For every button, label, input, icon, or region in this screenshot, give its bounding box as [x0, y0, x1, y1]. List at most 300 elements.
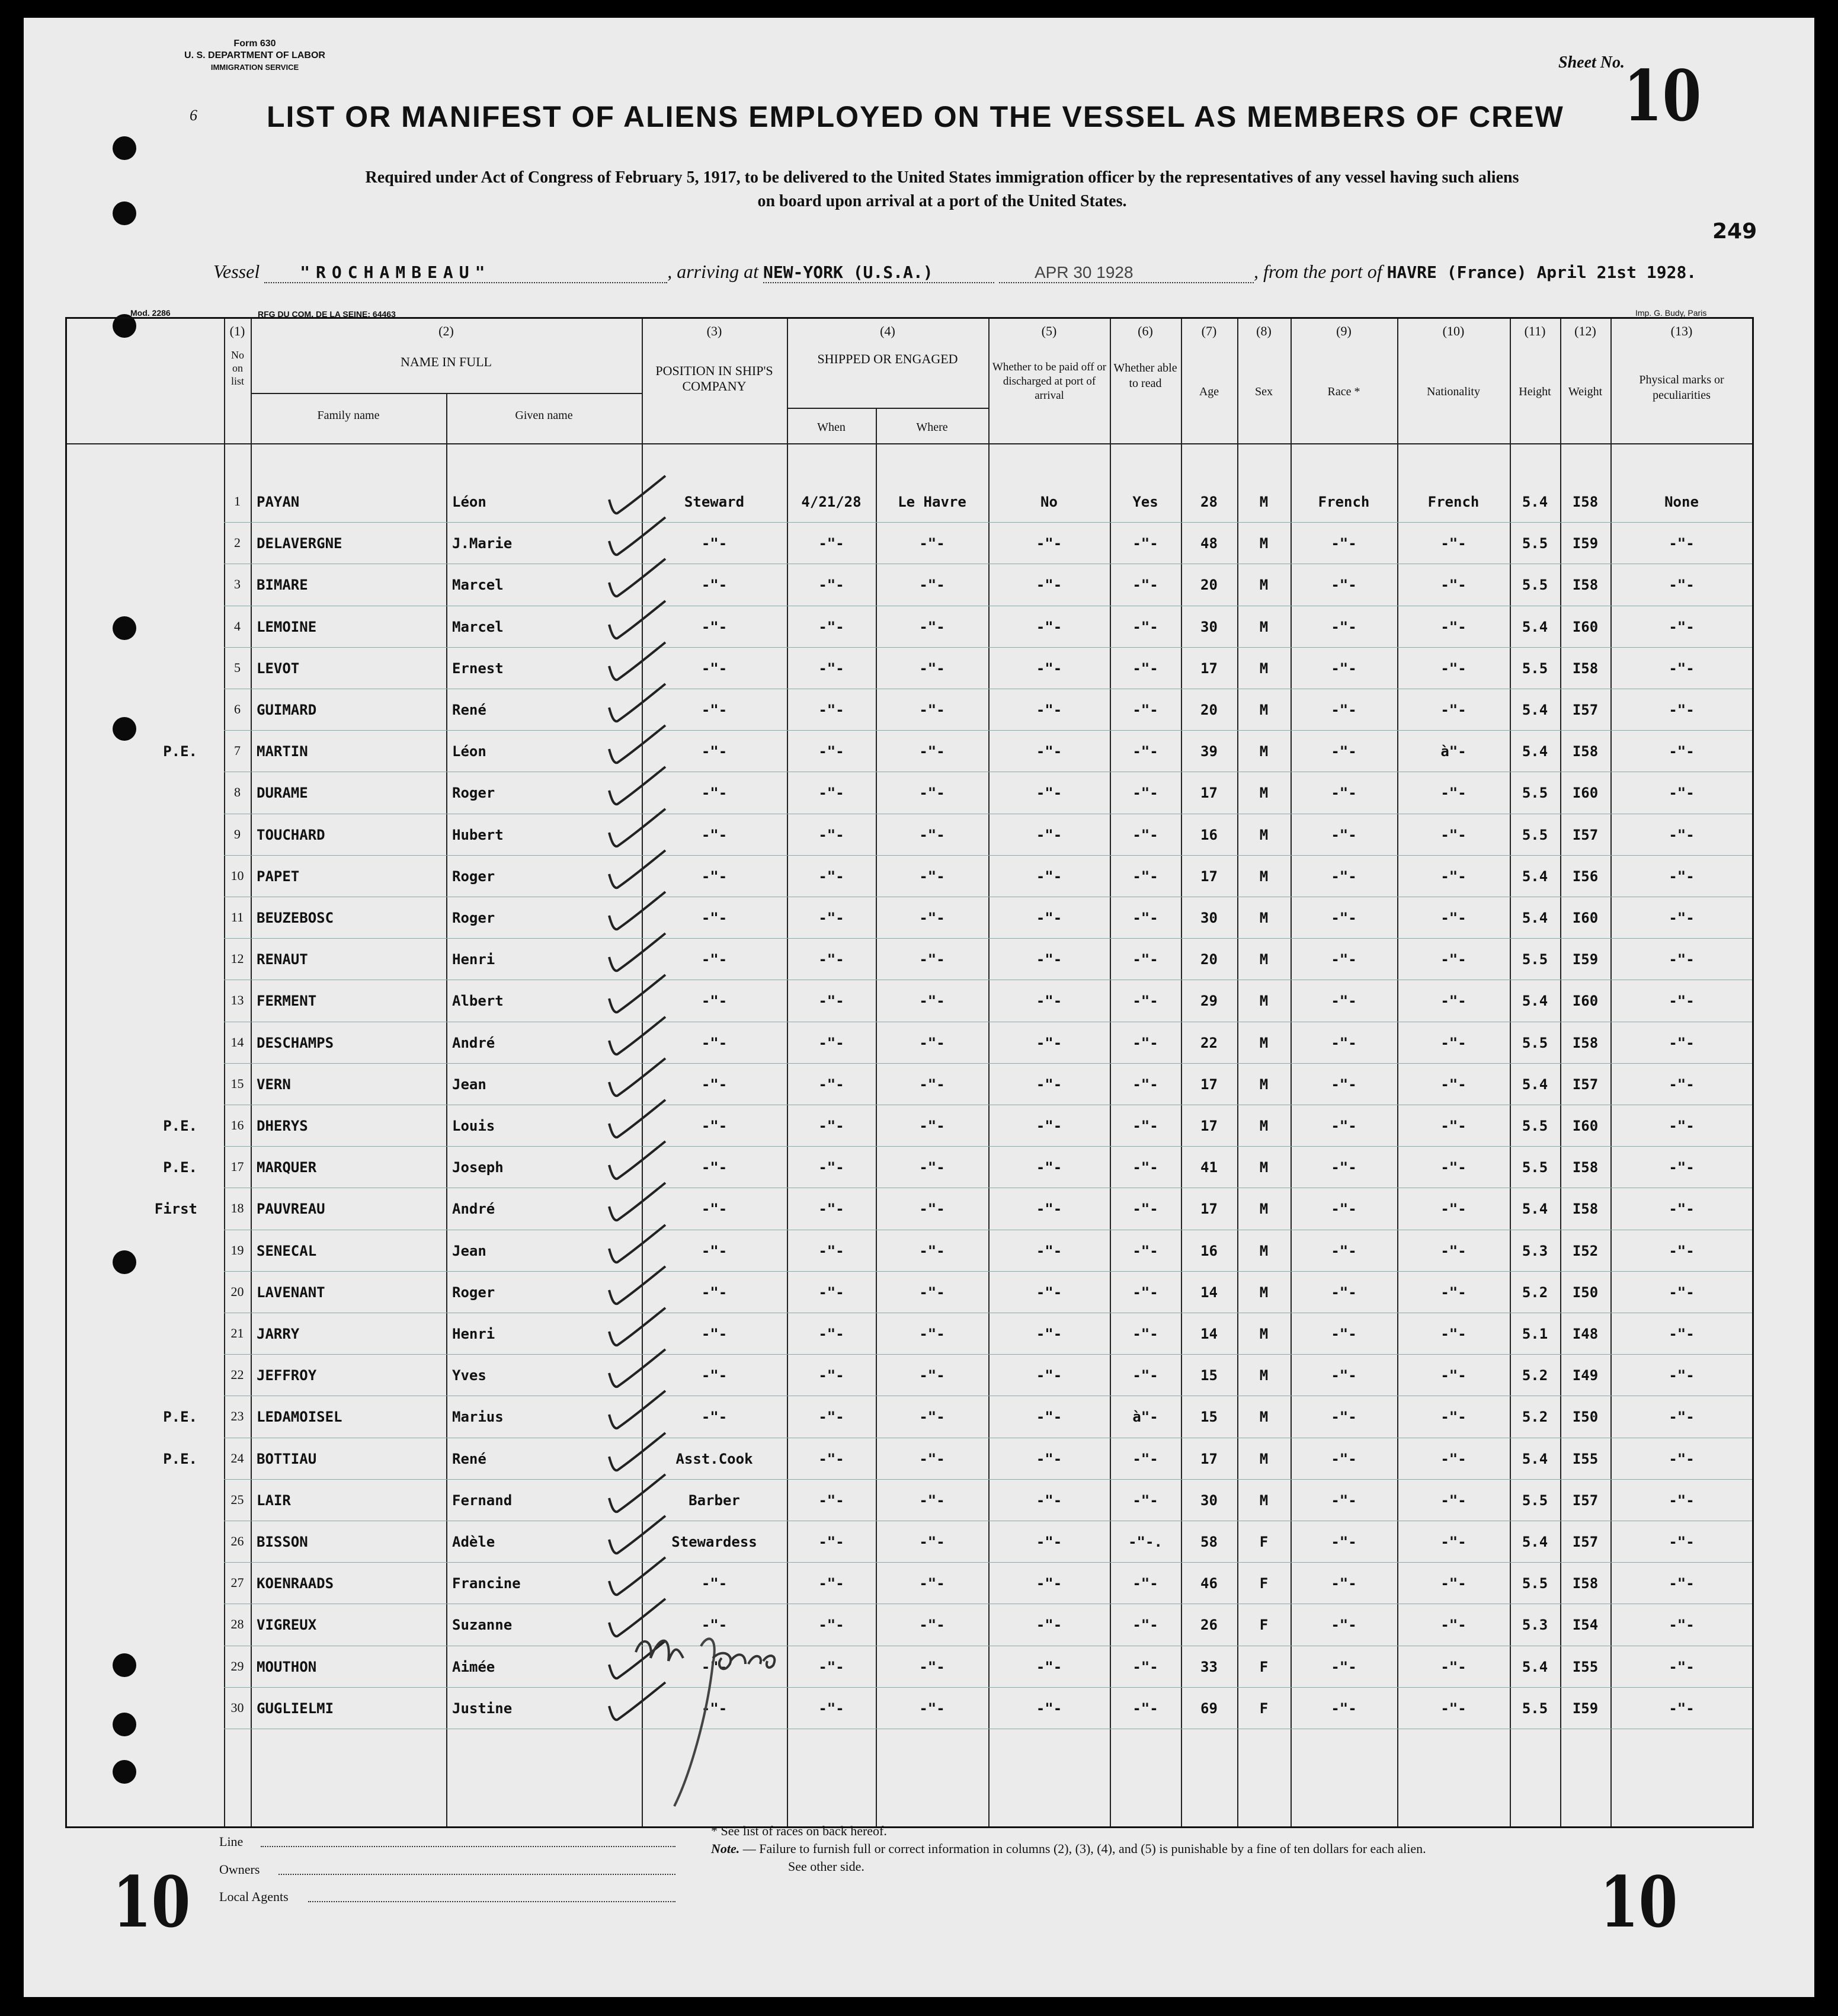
col-5-number: (5) — [1041, 324, 1057, 338]
paid-off-cell: -"- — [1036, 1284, 1062, 1301]
marks-cell: -"- — [1669, 1700, 1695, 1717]
given-cell: Jean — [452, 1242, 486, 1259]
race-cell: -"- — [1331, 618, 1357, 635]
nationality-cell: -"- — [1440, 1367, 1466, 1384]
nationality-cell: -"- — [1440, 1575, 1466, 1592]
sex-cell: M — [1259, 1450, 1269, 1467]
where-cell: -"- — [919, 1700, 945, 1717]
given-cell: Aimée — [452, 1658, 495, 1675]
family-cell: RENAUT — [257, 951, 308, 968]
read-cell: -"- — [1132, 826, 1158, 843]
where-cell: -"- — [919, 577, 945, 594]
read-cell: -"- — [1132, 993, 1158, 1010]
col-11-number: (11) — [1524, 324, 1546, 338]
nationality-cell: -"- — [1440, 1617, 1466, 1634]
marks-cell: -"- — [1669, 1367, 1695, 1384]
nationality-cell: -"- — [1440, 1284, 1466, 1301]
age-cell: 14 — [1200, 1326, 1218, 1342]
when-cell: -"- — [818, 1658, 844, 1675]
read-cell: -"- — [1132, 660, 1158, 677]
no-cell: 4 — [234, 618, 241, 633]
race-cell: -"- — [1331, 1450, 1357, 1467]
sex-cell: M — [1259, 1201, 1269, 1218]
col-12-header: Weight — [1568, 385, 1603, 398]
paid-off-cell: -"- — [1036, 951, 1062, 968]
race-cell: -"- — [1331, 993, 1357, 1010]
nationality-cell: -"- — [1440, 535, 1466, 552]
race-cell: -"- — [1331, 1118, 1357, 1134]
sex-cell: M — [1259, 660, 1269, 677]
age-cell: 26 — [1200, 1617, 1218, 1634]
sex-cell: M — [1259, 1076, 1269, 1093]
given-cell: Francine — [452, 1575, 521, 1592]
race-cell: -"- — [1331, 1034, 1357, 1051]
read-cell: -"- — [1132, 951, 1158, 968]
given-cell: Jean — [452, 1076, 486, 1093]
height-cell: 5.4 — [1522, 1658, 1548, 1675]
sheet-number-label: Sheet No. — [1558, 53, 1625, 72]
height-cell: 5.3 — [1522, 1617, 1548, 1634]
sex-cell: M — [1259, 868, 1269, 885]
footer-agents-field — [308, 1901, 675, 1902]
position-cell: -"- — [701, 1658, 728, 1675]
no-cell: 18 — [230, 1201, 244, 1216]
marks-cell: -"- — [1669, 1575, 1695, 1592]
paid-off-cell: -"- — [1036, 1450, 1062, 1467]
marks-cell: -"- — [1669, 868, 1695, 885]
col-1-number: (1) — [229, 324, 245, 338]
marks-cell: -"- — [1669, 1242, 1695, 1259]
race-cell: -"- — [1331, 1201, 1357, 1218]
height-cell: 5.5 — [1522, 826, 1548, 843]
marks-cell: -"- — [1669, 1284, 1695, 1301]
col-6-number: (6) — [1138, 324, 1153, 338]
position-cell: -"- — [701, 743, 728, 760]
given-cell: Justine — [452, 1700, 513, 1717]
nationality-cell: -"- — [1440, 1034, 1466, 1051]
age-cell: 15 — [1200, 1367, 1218, 1384]
age-cell: 17 — [1200, 868, 1218, 885]
sex-cell: M — [1259, 618, 1269, 635]
sheet-number: 10 — [1624, 55, 1702, 137]
weight-cell: I57 — [1572, 1076, 1599, 1093]
no-cell: 23 — [230, 1409, 244, 1424]
height-cell: 5.5 — [1522, 785, 1548, 802]
sex-cell: M — [1259, 993, 1269, 1010]
col-13-number: (13) — [1670, 324, 1693, 338]
no-cell: 9 — [234, 826, 241, 841]
paid-off-cell: -"- — [1036, 1034, 1062, 1051]
no-cell: 27 — [230, 1575, 244, 1591]
race-cell: -"- — [1331, 577, 1357, 594]
height-cell: 5.2 — [1522, 1367, 1548, 1384]
remark-cell: First — [154, 1201, 197, 1218]
row-rule — [224, 522, 1752, 523]
paid-off-cell: -"- — [1036, 1700, 1062, 1717]
race-cell: French — [1318, 494, 1370, 510]
no-cell: 20 — [230, 1284, 244, 1299]
marks-cell: -"- — [1669, 660, 1695, 677]
sex-cell: M — [1259, 577, 1269, 594]
department: U. S. DEPARTMENT OF LABOR — [184, 50, 325, 60]
weight-cell: I60 — [1572, 1118, 1599, 1134]
paid-off-cell: -"- — [1036, 1201, 1062, 1218]
form-number: Form 630 — [233, 39, 276, 49]
no-cell: 22 — [230, 1367, 244, 1383]
sex-cell: F — [1259, 1575, 1269, 1592]
note-text: — Failure to furnish full or correct information in columns (2), (3), (4), and (5) is punishable by a fine of ten dollars for each alien. — [742, 1841, 1426, 1856]
when-cell: -"- — [818, 910, 844, 926]
footer-agents-label: Local Agents — [219, 1889, 289, 1904]
when-cell: -"- — [818, 1409, 844, 1426]
where-cell: -"- — [919, 1326, 945, 1342]
weight-cell: I57 — [1572, 702, 1599, 718]
paid-off-cell: -"- — [1036, 660, 1062, 677]
where-cell: -"- — [919, 1658, 945, 1675]
given-cell: Ernest — [452, 660, 504, 677]
marks-cell: None — [1664, 494, 1699, 510]
where-cell: -"- — [919, 910, 945, 926]
marks-cell: -"- — [1669, 618, 1695, 635]
race-cell: -"- — [1331, 1700, 1357, 1717]
sex-cell: F — [1259, 1700, 1269, 1717]
sex-cell: M — [1259, 1159, 1269, 1176]
remark-cell: P.E. — [163, 1118, 197, 1134]
nationality-cell: -"- — [1440, 660, 1466, 677]
race-cell: -"- — [1331, 1575, 1357, 1592]
sex-cell: M — [1259, 1367, 1269, 1384]
family-cell: DHERYS — [257, 1118, 308, 1134]
position-cell: -"- — [701, 1617, 728, 1634]
family-cell: DESCHAMPS — [257, 1034, 334, 1051]
paid-off-cell: -"- — [1036, 1242, 1062, 1259]
race-cell: -"- — [1331, 1076, 1357, 1093]
read-cell: -"- — [1132, 702, 1158, 718]
weight-cell: I49 — [1572, 1367, 1599, 1384]
race-cell: -"- — [1331, 1159, 1357, 1176]
row-rule — [224, 855, 1752, 856]
position-cell: Barber — [689, 1492, 740, 1509]
age-cell: 17 — [1200, 1076, 1218, 1093]
register-number: RFG DU COM. DE LA SEINE: 64463 — [258, 309, 396, 319]
age-cell: 48 — [1200, 535, 1218, 552]
height-cell: 5.4 — [1522, 1201, 1548, 1218]
from-port: HAVRE (France) April 21st 1928. — [1386, 263, 1697, 282]
age-cell: 20 — [1200, 951, 1218, 968]
sex-cell: M — [1259, 702, 1269, 718]
vessel-label: Vessel — [213, 261, 260, 282]
height-cell: 5.5 — [1522, 1118, 1548, 1134]
given-cell: André — [452, 1034, 495, 1051]
read-cell: -"- — [1132, 1159, 1158, 1176]
when-cell: -"- — [818, 743, 844, 760]
no-cell: 24 — [230, 1450, 244, 1465]
family-cell: DURAME — [257, 785, 308, 802]
height-cell: 5.4 — [1522, 702, 1548, 718]
sex-cell: M — [1259, 1326, 1269, 1342]
when-cell: -"- — [818, 1367, 844, 1384]
when-cell: -"- — [818, 1492, 844, 1509]
position-cell: -"- — [701, 1367, 728, 1384]
paid-off-cell: -"- — [1036, 1617, 1062, 1634]
family-cell: LEMOINE — [257, 618, 317, 635]
corner-mark: 6 — [190, 107, 197, 124]
nationality-cell: -"- — [1440, 702, 1466, 718]
sex-cell: F — [1259, 1658, 1269, 1675]
race-cell: -"- — [1331, 743, 1357, 760]
marks-cell: -"- — [1669, 1118, 1695, 1134]
page-title: LIST OR MANIFEST OF ALIENS EMPLOYED ON THE VESSEL AS MEMBERS OF CREW — [267, 100, 1564, 133]
given-cell: Léon — [452, 743, 486, 760]
family-cell: LAVENANT — [257, 1284, 325, 1301]
when-cell: -"- — [818, 1076, 844, 1093]
form-block — [160, 38, 350, 73]
sex-cell: M — [1259, 1284, 1269, 1301]
when-cell: -"- — [818, 951, 844, 968]
where-cell: -"- — [919, 993, 945, 1010]
paid-off-cell: -"- — [1036, 1409, 1062, 1426]
given-cell: Marcel — [452, 618, 504, 635]
weight-cell: I60 — [1572, 618, 1599, 635]
nationality-cell: -"- — [1440, 618, 1466, 635]
family-cell: FERMENT — [257, 993, 317, 1010]
no-cell: 11 — [230, 910, 244, 924]
family-cell: PAPET — [257, 868, 300, 885]
service: IMMIGRATION SERVICE — [210, 63, 299, 72]
page-number: 249 — [1712, 219, 1757, 244]
family-cell: MARQUER — [257, 1159, 317, 1176]
row-rule — [224, 647, 1752, 648]
no-cell: 19 — [230, 1242, 244, 1257]
sex-cell: M — [1259, 1034, 1269, 1051]
when-cell: 4/21/28 — [801, 494, 862, 510]
when-cell: -"- — [818, 826, 844, 843]
subtitle-line-1: Required under Act of Congress of February 5, 1917, to be delivered to the United States immigration officer by the representatives of any vessel having such aliens — [365, 168, 1519, 187]
given-cell: Roger — [452, 785, 495, 802]
age-cell: 17 — [1200, 1201, 1218, 1218]
read-cell: -"- — [1132, 1700, 1158, 1717]
binder-hole — [113, 136, 136, 160]
marks-cell: -"- — [1669, 1034, 1695, 1051]
marks-cell: -"- — [1669, 1409, 1695, 1426]
col-8-number: (8) — [1256, 324, 1272, 338]
weight-cell: I55 — [1572, 1450, 1599, 1467]
arriving-label: , arriving at — [667, 261, 758, 282]
height-cell: 5.3 — [1522, 1242, 1548, 1259]
where-cell: -"- — [919, 1367, 945, 1384]
height-cell: 5.5 — [1522, 535, 1548, 552]
sex-cell: M — [1259, 743, 1269, 760]
no-cell: 6 — [234, 702, 241, 716]
nationality-cell: à"- — [1440, 743, 1466, 760]
position-cell: -"- — [701, 702, 728, 718]
where-cell: -"- — [919, 1284, 945, 1301]
date-stamp: APR 30 1928 — [999, 263, 1254, 283]
col-4-header: SHIPPED OR ENGAGED — [817, 351, 958, 366]
given-cell: Marius — [452, 1409, 504, 1426]
nationality-cell: -"- — [1440, 910, 1466, 926]
height-cell: 5.4 — [1522, 618, 1548, 635]
given-cell: Hubert — [452, 826, 504, 843]
weight-cell: I59 — [1572, 1700, 1599, 1717]
row-rule — [224, 1271, 1752, 1272]
subtitle-line-2: on board upon arrival at a port of the United States. — [757, 192, 1127, 210]
where-cell: -"- — [919, 743, 945, 760]
marks-cell: -"- — [1669, 1201, 1695, 1218]
paid-off-cell: -"- — [1036, 1118, 1062, 1134]
where-cell: -"- — [919, 1492, 945, 1509]
given-cell: Roger — [452, 910, 495, 926]
no-cell: 15 — [230, 1076, 244, 1091]
family-cell: VIGREUX — [257, 1617, 317, 1634]
age-cell: 16 — [1200, 826, 1218, 843]
given-cell: Henri — [452, 1326, 495, 1342]
nationality-cell: -"- — [1440, 1201, 1466, 1218]
sheet-number-right: 10 — [1600, 1861, 1678, 1943]
family-cell: BOTTIAU — [257, 1450, 317, 1467]
col-13-header: Physical marks or peculiarities — [1639, 373, 1724, 402]
marks-cell: -"- — [1669, 535, 1695, 552]
sex-cell: M — [1259, 494, 1269, 510]
paid-off-cell: -"- — [1036, 1658, 1062, 1675]
family-cell: LAIR — [257, 1492, 291, 1509]
sex-cell: M — [1259, 535, 1269, 552]
mod-number: Mod. 2286 — [130, 308, 171, 318]
position-cell: -"- — [701, 868, 728, 885]
where-cell: -"- — [919, 1034, 945, 1051]
crew-table — [65, 317, 1754, 1828]
paid-off-cell: -"- — [1036, 702, 1062, 718]
when-cell: -"- — [818, 1118, 844, 1134]
position-cell: -"- — [701, 1409, 728, 1426]
where-cell: -"- — [919, 618, 945, 635]
sex-cell: F — [1259, 1617, 1269, 1634]
position-cell: Asst.Cook — [675, 1450, 753, 1467]
read-cell: -"- — [1132, 1034, 1158, 1051]
height-cell: 5.1 — [1522, 1326, 1548, 1342]
weight-cell: I58 — [1572, 1159, 1599, 1176]
no-cell: 25 — [230, 1492, 244, 1507]
subtitle — [184, 166, 1701, 213]
row-rule — [224, 938, 1752, 939]
marks-cell: -"- — [1669, 993, 1695, 1010]
weight-cell: I56 — [1572, 868, 1599, 885]
marks-cell: -"- — [1669, 1159, 1695, 1176]
paid-off-cell: -"- — [1036, 577, 1062, 594]
col-3-number: (3) — [706, 324, 722, 338]
read-cell: -"- — [1132, 1367, 1158, 1384]
col-6-header: Whether able to read — [1113, 361, 1177, 390]
position-cell: -"- — [701, 1076, 728, 1093]
where-cell: -"- — [919, 868, 945, 885]
age-cell: 39 — [1200, 743, 1218, 760]
col-2-header: NAME IN FULL — [401, 354, 492, 369]
race-cell: -"- — [1331, 702, 1357, 718]
height-cell: 5.5 — [1522, 1575, 1548, 1592]
col-4-number: (4) — [880, 324, 895, 338]
family-cell: SENECAL — [257, 1242, 317, 1259]
family-cell: BISSON — [257, 1534, 308, 1550]
read-cell: -"- — [1132, 1118, 1158, 1134]
col-11-header: Height — [1519, 385, 1551, 398]
family-cell: PAUVREAU — [257, 1201, 325, 1218]
position-cell: -"- — [701, 535, 728, 552]
nationality-cell: -"- — [1440, 1118, 1466, 1134]
age-cell: 46 — [1200, 1575, 1218, 1592]
height-cell: 5.2 — [1522, 1409, 1548, 1426]
age-cell: 20 — [1200, 702, 1218, 718]
read-cell: -"- — [1132, 785, 1158, 802]
no-cell: 17 — [230, 1159, 244, 1175]
family-cell: VERN — [257, 1076, 291, 1093]
given-cell: Yves — [452, 1367, 486, 1384]
weight-cell: I50 — [1572, 1409, 1599, 1426]
marks-cell: -"- — [1669, 910, 1695, 926]
read-cell: -"- — [1132, 743, 1158, 760]
position-cell: -"- — [701, 993, 728, 1010]
age-cell: 29 — [1200, 993, 1218, 1010]
no-cell: 2 — [234, 535, 241, 551]
age-cell: 33 — [1200, 1658, 1218, 1675]
given-cell: Adèle — [452, 1534, 495, 1550]
col-7-number: (7) — [1201, 324, 1217, 338]
col-4a-header: When — [817, 421, 846, 434]
race-cell: -"- — [1331, 1492, 1357, 1509]
where-cell: -"- — [919, 1242, 945, 1259]
age-cell: 17 — [1200, 1450, 1218, 1467]
when-cell: -"- — [818, 1326, 844, 1342]
sex-cell: M — [1259, 1118, 1269, 1134]
printer-imprint: Imp. G. Budy, Paris — [1635, 308, 1707, 318]
read-cell: -"- — [1132, 1201, 1158, 1218]
paid-off-cell: -"- — [1036, 1534, 1062, 1550]
weight-cell: I59 — [1572, 535, 1599, 552]
read-cell: -"- — [1132, 1617, 1158, 1634]
race-cell: -"- — [1331, 1367, 1357, 1384]
paid-off-cell: -"- — [1036, 1159, 1062, 1176]
col-10-header: Nationality — [1427, 385, 1480, 398]
nationality-cell: -"- — [1440, 785, 1466, 802]
weight-cell: I59 — [1572, 951, 1599, 968]
col-9-number: (9) — [1336, 324, 1352, 338]
where-cell: -"- — [919, 702, 945, 718]
when-cell: -"- — [818, 1617, 844, 1634]
col-5-header: Whether to be paid off or discharged at port of arrival — [992, 361, 1107, 402]
position-cell: -"- — [701, 577, 728, 594]
row-rule — [224, 730, 1752, 731]
read-cell: -"- — [1132, 1326, 1158, 1342]
when-cell: -"- — [818, 1242, 844, 1259]
read-cell: Yes — [1132, 494, 1158, 510]
marks-cell: -"- — [1669, 1658, 1695, 1675]
paid-off-cell: -"- — [1036, 1076, 1062, 1093]
read-cell: -"- — [1132, 910, 1158, 926]
paid-off-cell: -"- — [1036, 1575, 1062, 1592]
read-cell: -"- — [1132, 1450, 1158, 1467]
remark-cell: P.E. — [163, 743, 197, 760]
age-cell: 17 — [1200, 660, 1218, 677]
weight-cell: I58 — [1572, 494, 1599, 510]
read-cell: à"- — [1132, 1409, 1158, 1426]
read-cell: -"- — [1132, 1076, 1158, 1093]
age-cell: 17 — [1200, 785, 1218, 802]
vessel-name: "ROCHAMBEAU" — [264, 263, 667, 283]
height-cell: 5.4 — [1522, 1450, 1548, 1467]
race-cell: -"- — [1331, 1326, 1357, 1342]
given-cell: Suzanne — [452, 1617, 513, 1634]
nationality-cell: -"- — [1440, 1450, 1466, 1467]
row-rule — [224, 1562, 1752, 1563]
